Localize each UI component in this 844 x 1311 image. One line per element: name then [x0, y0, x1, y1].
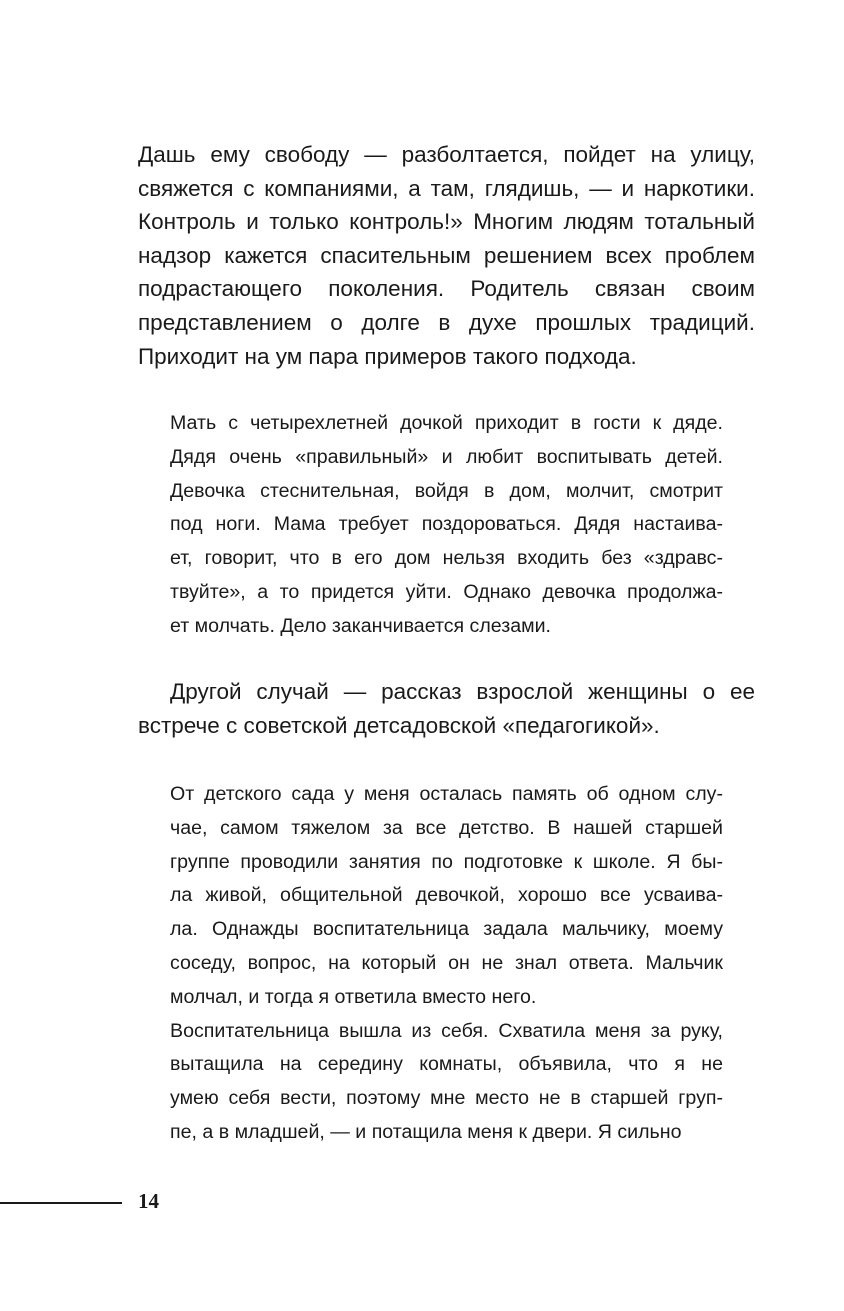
paragraph-intro — [138, 138, 755, 373]
text-line: умею себя вести, поэтому мне место не в старшей груп- — [170, 1087, 723, 1110]
paragraph-second-case — [138, 675, 755, 742]
text-line: ла. Однажды воспитательница задала мальчику, моему — [170, 918, 723, 941]
text-line: группе проводили занятия по подготовке к школе. Я бы- — [170, 850, 723, 873]
text-line: Девочка стеснительная, войдя в дом, молчит, смотрит — [170, 479, 723, 502]
text-line: ет, говорит, что в его дом нельзя входить без «здравс- — [170, 547, 723, 570]
text-line: подрастающего поколения. Родитель связан своим — [138, 276, 755, 302]
quote-example-niece — [170, 407, 723, 644]
text-line: твуйте», а то придется уйти. Однако девочка продолжа- — [170, 580, 723, 603]
text-line: свяжется с компаниями, а там, глядишь, — и наркотики. — [138, 175, 755, 201]
text-line: ла живой, общительной девочкой, хорошо все усваива- — [170, 884, 723, 907]
text-line: пе, а в младшей, — и потащила меня к двери. Я сильно — [170, 1120, 682, 1143]
text-line: Приходит на ум пара примеров такого подхода. — [138, 343, 637, 369]
text-line: Дядя очень «правильный» и любит воспитывать детей. — [170, 445, 723, 468]
text-line: От детского сада у меня осталась память об одном слу- — [170, 783, 723, 805]
text-line: надзор кажется спасительным решением всех проблем — [138, 242, 755, 268]
text-line: чае, самом тяжелом за все детство. В нашей старшей — [170, 816, 723, 839]
footer-rule — [0, 1202, 122, 1204]
text-line: под ноги. Мама требует поздороваться. Дядя настаива- — [170, 513, 723, 536]
text-line: представлением о долге в духе прошлых традиций. — [138, 309, 755, 335]
text-line: соседу, вопрос, на который он не знал ответа. Мальчик — [170, 951, 723, 974]
text-line: ет молчать. Дело заканчивается слезами. — [170, 614, 551, 637]
text-line: вытащила на середину комнаты, объявила, что я не — [170, 1053, 723, 1076]
text-line: Контроль и только контроль!» Многим людям тотальный — [138, 209, 755, 235]
text-line: молчал, и тогда я ответила вместо него. — [170, 985, 537, 1008]
text-line: Воспитательница вышла из себя. Схватила меня за руку, — [170, 1019, 723, 1042]
text-line: Другой случай — рассказ взрослой женщины о ее — [170, 679, 755, 704]
quote-kindergarten-story — [170, 778, 723, 1150]
text-line: Мать с четырехлетней дочкой приходит в гости к дяде. — [170, 412, 723, 434]
text-line: Дашь ему свободу — разболтается, пойдет на улицу, — [138, 142, 755, 167]
page-number: 14 — [138, 1189, 159, 1213]
text-line: встрече с советской детсадовской «педагогикой». — [138, 712, 660, 738]
